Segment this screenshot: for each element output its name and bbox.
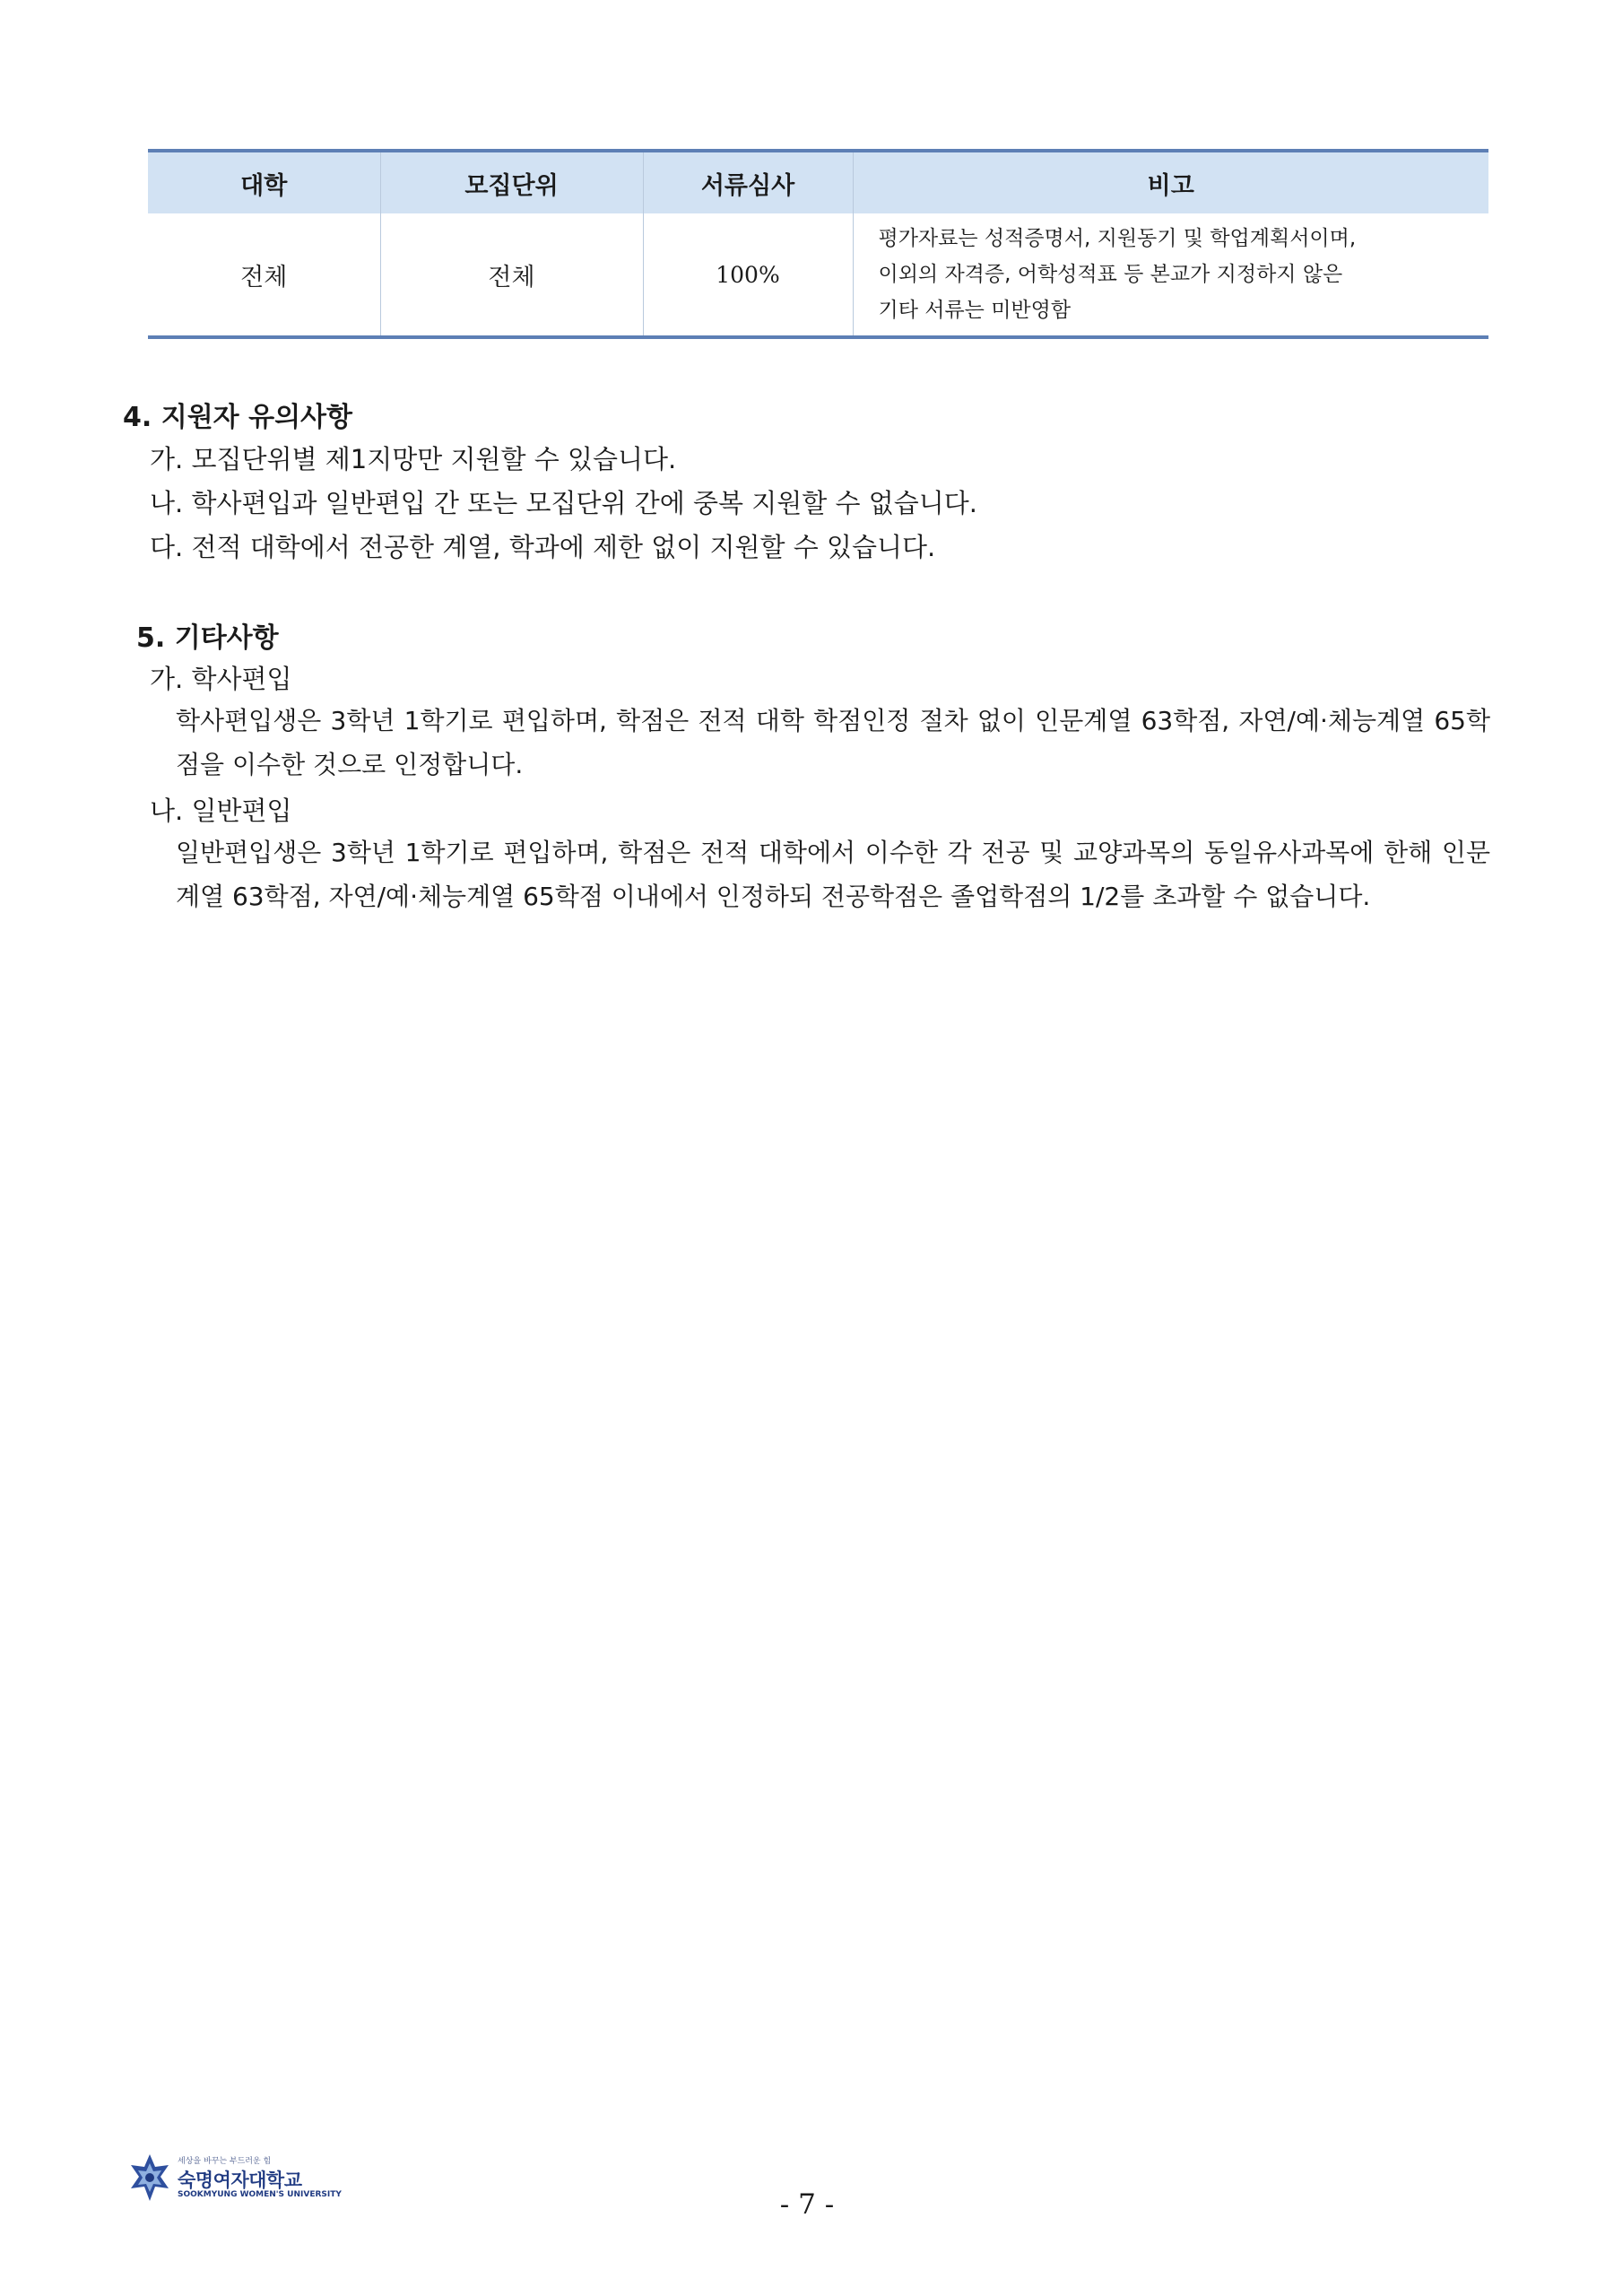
section5-title: 5. 기타사항 xyxy=(136,622,279,654)
cell-document-review: 100% xyxy=(643,213,853,337)
logo-slogan: 세상을 바꾸는 부드러운 힘 xyxy=(178,2157,272,2166)
note-line: 이외의 자격증, 어학성적표 등 본교가 지정하지 않은 xyxy=(878,263,1343,286)
cell-college: 전체 xyxy=(148,213,380,337)
admission-table xyxy=(148,149,1488,339)
header-document-review: 서류심사 xyxy=(643,151,853,213)
logo-name: 숙명여자대학교 xyxy=(178,2170,302,2191)
cell-unit: 전체 xyxy=(380,213,643,337)
header-note: 비고 xyxy=(853,151,1488,213)
header-college: 대학 xyxy=(148,151,380,213)
section5-a-text: 학사편입생은 3학년 1학기로 편입하며, 학점은 전적 대학 학점인정 절차 없이 인문계열 63학점, 자연/예·체능계열 65학점을 이수한 것으로 인정합니다. xyxy=(176,706,1490,779)
section4-item: 다. 전적 대학에서 전공한 계열, 학과에 제한 없이 지원할 수 있습니다. xyxy=(150,532,936,562)
section5-a-label: 가. 학사편입 xyxy=(150,664,292,694)
section4-title: 4. 지원자 유의사항 xyxy=(123,402,353,433)
section4-item: 가. 모집단위별 제1지망만 지원할 수 있습니다. xyxy=(150,444,677,474)
note-line: 평가자료는 성적증명서, 지원동기 및 학업계획서이며, xyxy=(878,227,1357,250)
section5-b-text: 일반편입생은 3학년 1학기로 편입하며, 학점은 전적 대학에서 이수한 각 전공 및 교양과목의 동일유사과목에 한해 인문계열 63학점, 자연/예·체능계열 65학점 이내에서 인정하되 전공학점은 졸업학점의 1/2를 초과할 수 없습니다. xyxy=(176,838,1490,911)
page-number: - 7 - xyxy=(779,2188,835,2221)
table-row xyxy=(148,213,1488,337)
logo-english: SOOKMYUNG WOMEN'S UNIVERSITY xyxy=(178,2190,342,2199)
table-header-row xyxy=(148,151,1488,213)
section5-b-label: 나. 일반편입 xyxy=(150,796,292,826)
header-unit: 모집단위 xyxy=(380,151,643,213)
section4-item: 나. 학사편입과 일반편입 간 또는 모집단위 간에 중복 지원할 수 없습니다. xyxy=(150,488,978,518)
note-line: 기타 서류는 미반영함 xyxy=(878,299,1072,322)
cell-note xyxy=(853,213,1488,337)
